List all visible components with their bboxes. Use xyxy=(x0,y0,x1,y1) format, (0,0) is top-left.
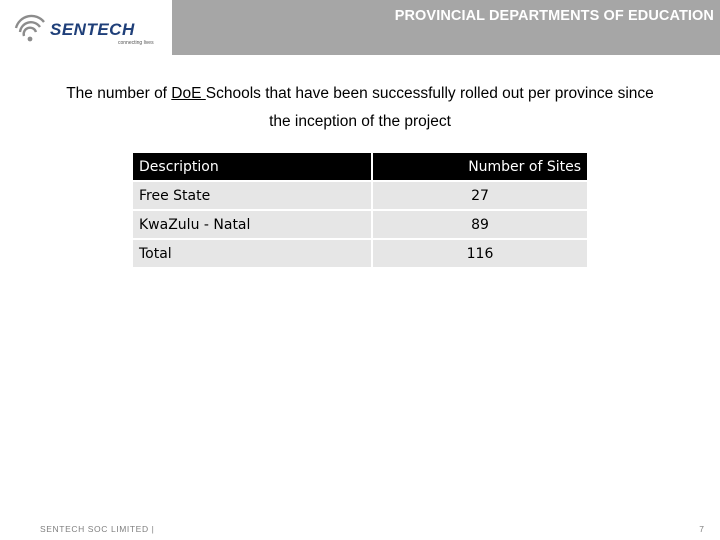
row-description: KwaZulu - Natal xyxy=(133,211,371,238)
header-number-of-sites: Number of Sites xyxy=(373,153,587,180)
intro-line-2: the inception of the project xyxy=(269,113,451,130)
row-sites: 27 xyxy=(373,182,587,209)
sites-table xyxy=(131,151,589,269)
intro-part1: The number of xyxy=(66,85,172,102)
intro-line-1 xyxy=(0,80,720,108)
row-sites: 116 xyxy=(373,240,587,267)
page-number: 7 xyxy=(699,524,704,534)
row-sites: 89 xyxy=(373,211,587,238)
row-description: Total xyxy=(133,240,371,267)
footer-company: SENTECH SOC LIMITED | xyxy=(40,524,155,534)
header-bar xyxy=(172,0,720,55)
table-row xyxy=(133,211,587,238)
logo-tagline: connecting lives xyxy=(118,40,154,46)
wifi-signal-icon xyxy=(10,14,50,46)
logo-wordmark: SENTECH xyxy=(50,20,135,39)
row-description: Free State xyxy=(133,182,371,209)
intro-part2: Schools that have been successfully rolled out per province since xyxy=(205,85,654,102)
intro-underlined: DoE xyxy=(171,85,206,102)
header-description: Description xyxy=(133,153,371,180)
sentech-logo xyxy=(0,0,172,55)
table-row-total xyxy=(133,240,587,267)
table-row xyxy=(133,182,587,209)
intro-text xyxy=(0,80,720,136)
table-header-row xyxy=(133,153,587,180)
page-title: PROVINCIAL DEPARTMENTS OF EDUCATION xyxy=(394,8,714,24)
